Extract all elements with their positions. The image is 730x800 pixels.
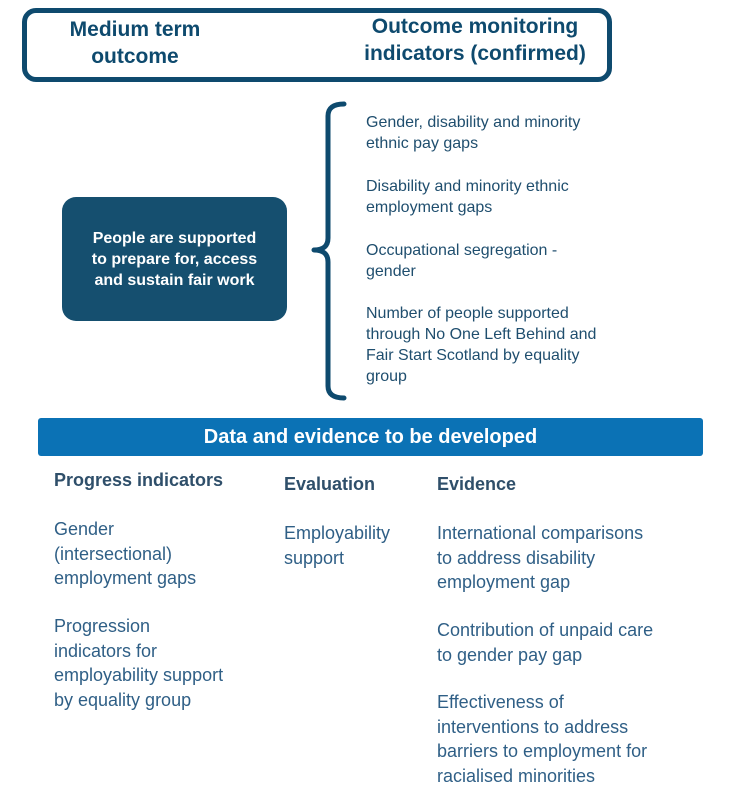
progress-indicators-heading: Progress indicators [54,470,224,490]
banner-title: Data and evidence to be developed [203,425,538,448]
list-item: International comparisons to address disability employment gap [437,523,644,592]
indicator-item: Disability and minority ethnic employment gaps [366,178,569,216]
header-medium-term-outcome: Medium term outcome [69,18,201,68]
outcome-text: People are supported to prepare for, access and sustain fair work [91,229,258,289]
evidence-heading: Evidence [437,474,517,494]
indicator-item: Number of people supported through No One Left Behind and Fair Start Scotland by equality group [366,305,597,385]
list-item: Contribution of unpaid care to gender pay gap [437,620,654,665]
curly-brace [300,100,350,402]
list-item: Employability support [284,523,391,568]
list-item: Progression indicators for employability support by equality group [54,616,224,710]
indicator-item: Gender, disability and minority ethnic pay gaps [366,114,581,152]
indicator-item: Occupational segregation - gender [366,242,558,280]
list-item: Effectiveness of interventions to address barriers to employment for racialised minorities [437,692,648,786]
header-outcome-monitoring-indicators: Outcome monitoring indicators (confirmed) [364,15,586,65]
section-banner [38,418,703,456]
list-item: Gender (intersectional) employment gaps [54,519,197,588]
evaluation-heading: Evaluation [284,474,376,494]
outcome-box [62,197,287,321]
